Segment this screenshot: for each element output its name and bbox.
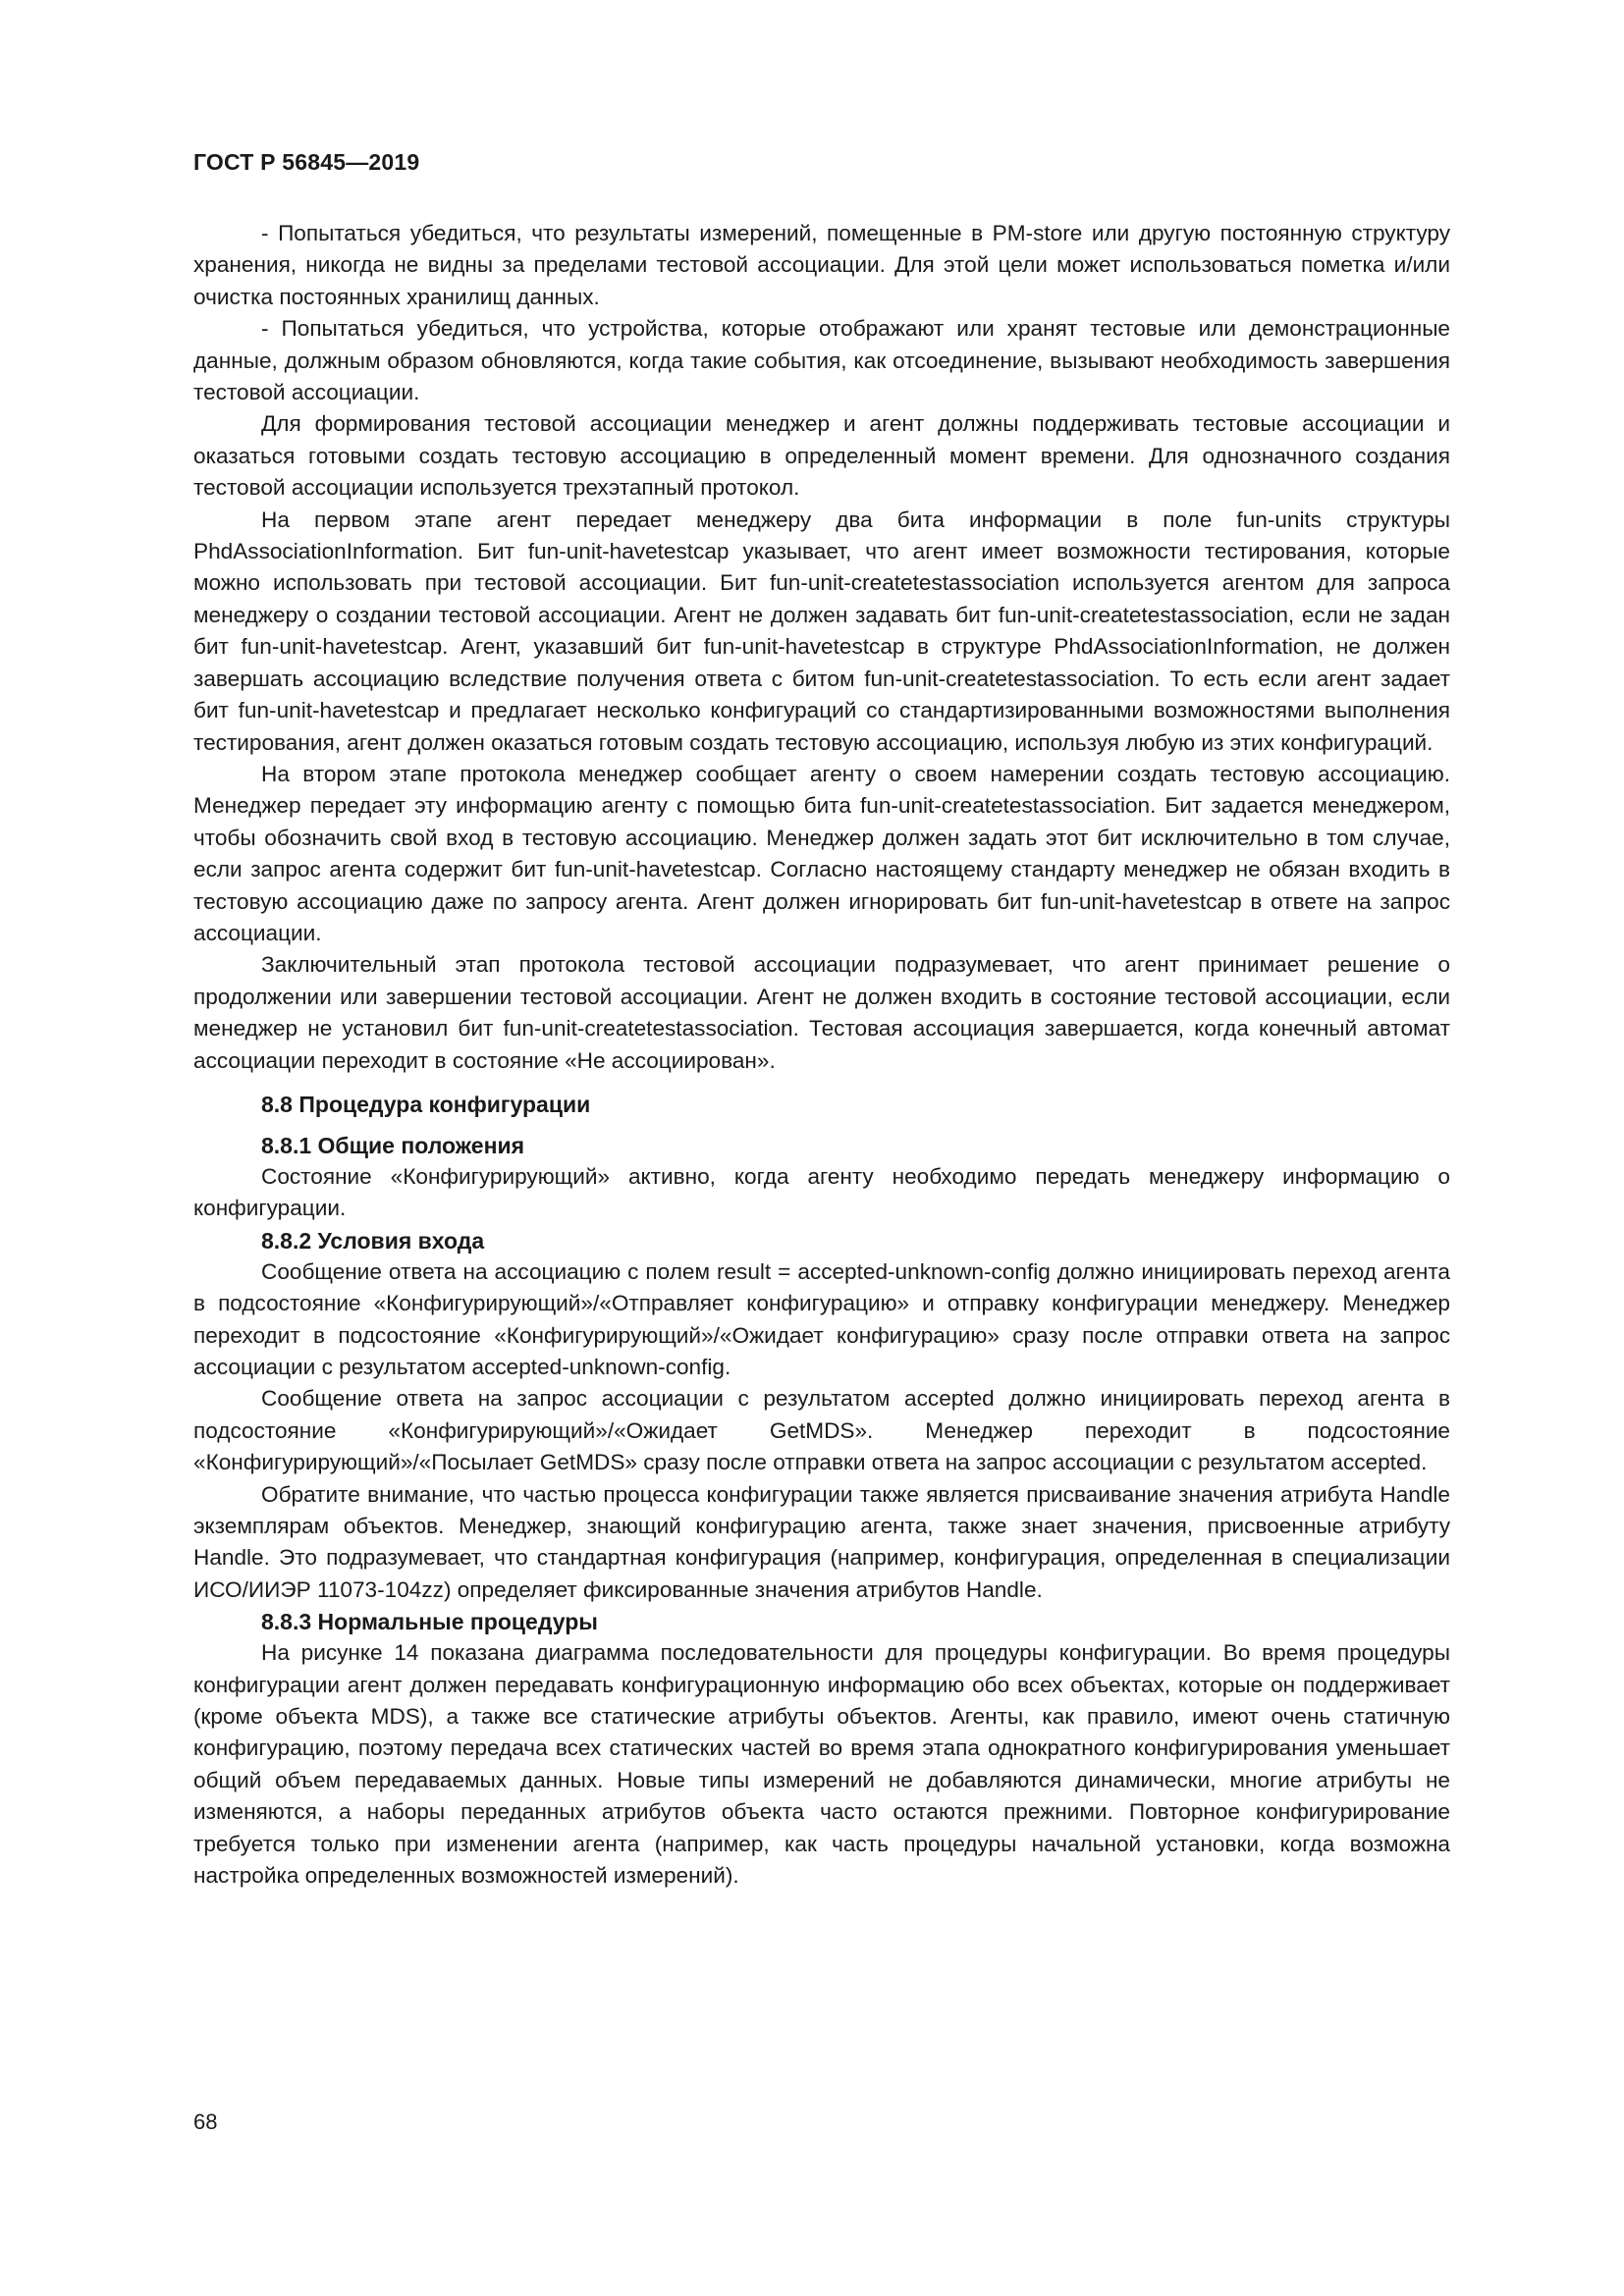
paragraph-stage-one: На первом этапе агент передает менеджеру два бита информации в поле fun-units структуры PhdAssociationInformation. Бит fun-unit-havetestcap указывает, что агент имеет возможности тестирования, которые можно использовать при тестовой ассоциации. Бит fun-unit-createtestassociation используется агентом для запроса менеджеру о создании тестовой ассоциации. Агент не должен задавать бит fun-unit-createtestassociation, если не задан бит fun-unit-havetestcap. Агент, указавший бит fun-unit-havetestcap в структуре PhdAssociationInformation, не должен завершать ассоциацию вследствие получения ответа с битом fun-unit-createtestassociation. То есть если агент задает бит fun-unit-havetestcap и предлагает несколько конфигураций со стандартизированными возможностями выполнения тестирования, агент должен оказаться готовым создать тестовую ассоциацию, используя любую из этих конфигураций. [193, 507, 1450, 755]
paragraph-stage-two: На втором этапе протокола менеджер сообщает агенту о своем намерении создать тестовую ассоциацию. Менеджер передает эту информацию агенту с помощью бита fun-unit-createtestassociation. Бит задается менеджером, чтобы обозначить свой вход в тестовую ассоциацию. Менеджер должен задать этот бит исключительно в том случае, если запрос агента содержит бит fun-unit-havetestcap. Согласно настоящему стандарту менеджер не обязан входить в тестовую ассоциацию даже по запросу агента. Агент должен игнорировать бит fun-unit-havetestcap в ответе на запрос ассоциации. [193, 761, 1450, 945]
paragraph-normal-procedures: На рисунке 14 показана диаграмма последовательности для процедуры конфигурации. Во время процедуры конфигурации агент должен передавать конфигурационную информацию обо всех объектах, которые он поддерживает (кроме объекта MDS), а также все статические атрибуты объектов. Агенты, как правило, имеют очень статичную конфигурацию, поэтому передача всех статических частей во время этапа однократного конфигурирования уменьшает общий объем передаваемых данных. Новые типы измерений не добавляются динамически, многие атрибуты не изменяются, а наборы переданных атрибутов объекта часто остаются прежними. Повторное конфигурирование требуется только при изменении агента (например, как часть процедуры начальной установки, когда возможна настройка определенных возможностей измерений). [193, 1640, 1450, 1889]
paragraph-handle-attribute: Обратите внимание, что частью процесса конфигурации также является присваивание значения атрибута Handle экземплярам объектов. Менеджер, знающий конфигурацию агента, также знает значения, присвоенные атрибуту Handle. Это подразумевает, что стандартная конфигурация (например, конфигурация, определенная в специализации ИСО/ИИЭР 11073-104zz) определяет фиксированные значения атрибутов Handle. [193, 1481, 1450, 1602]
paragraph-pm-store: - Попытаться убедиться, что результаты измерений, помещенные в PM-store или другую постоянную структуру хранения, никогда не видны за пределами тестовой ассоциации. Для этой цели может использоваться пометка и/или очистка постоянных хранилищ данных. [193, 221, 1450, 309]
subsection-heading-8-8-3: 8.8.3 Нормальные процедуры [261, 1609, 598, 1635]
subsection-heading-8-8-1: 8.8.1 Общие положения [261, 1132, 525, 1158]
paragraph-stage-final: Заключительный этап протокола тестовой ассоциации подразумевает, что агент принимает решение о продолжении или завершении тестовой ассоциации. Агент не должен входить в состояние тестовой ассоциации, если менеджер не установил бит fun-unit-createtestassociation. Тестовая ассоциация завершается, когда конечный автомат ассоциации переходит в состояние «Не ассоциирован». [193, 952, 1450, 1073]
document-header: ГОСТ Р 56845—2019 [193, 149, 420, 175]
document-body [193, 218, 1450, 1893]
paragraph-devices-update: - Попытаться убедиться, что устройства, которые отображают или хранят тестовые или демонстрационные данные, должным образом обновляются, когда такие события, как отсоединение, вызывают необходимость завершения тестовой ассоциации. [193, 316, 1450, 405]
paragraph-accepted: Сообщение ответа на запрос ассоциации с результатом accepted должно инициировать переход агента в подсостояние «Конфигурирующий»/«Ожидает GetMDS». Менеджер переходит в подсостояние «Конфигурирующий»/«Посылает GetMDS» сразу после отправки ответа на запрос ассоциации с результатом accepted. [193, 1386, 1450, 1475]
paragraph-test-association-intro: Для формирования тестовой ассоциации менеджер и агент должны поддерживать тестовые ассоциации и оказаться готовыми создать тестовую ассоциацию в определенный момент времени. Для однозначного создания тестовой ассоциации используется трехэтапный протокол. [193, 411, 1450, 501]
paragraph-configuring-state: Состояние «Конфигурирующий» активно, когда агенту необходимо передать менеджеру информацию о конфигурации. [193, 1163, 1450, 1221]
paragraph-unknown-config: Сообщение ответа на ассоциацию с полем result = accepted-unknown-config должно инициировать переход агента в подсостояние «Конфигурирующий»/«Отправляет конфигурацию» и отправку конфигурации менеджеру. Менеджер переходит в подсостояние «Конфигурирующий»/«Ожидает конфигурацию» сразу после отправки ответа на запрос ассоциации с результатом accepted-unknown-config. [193, 1258, 1450, 1379]
page-number: 68 [193, 2109, 218, 2134]
section-heading-8-8: 8.8 Процедура конфигурации [261, 1091, 591, 1117]
subsection-heading-8-8-2: 8.8.2 Условия входа [261, 1227, 485, 1254]
